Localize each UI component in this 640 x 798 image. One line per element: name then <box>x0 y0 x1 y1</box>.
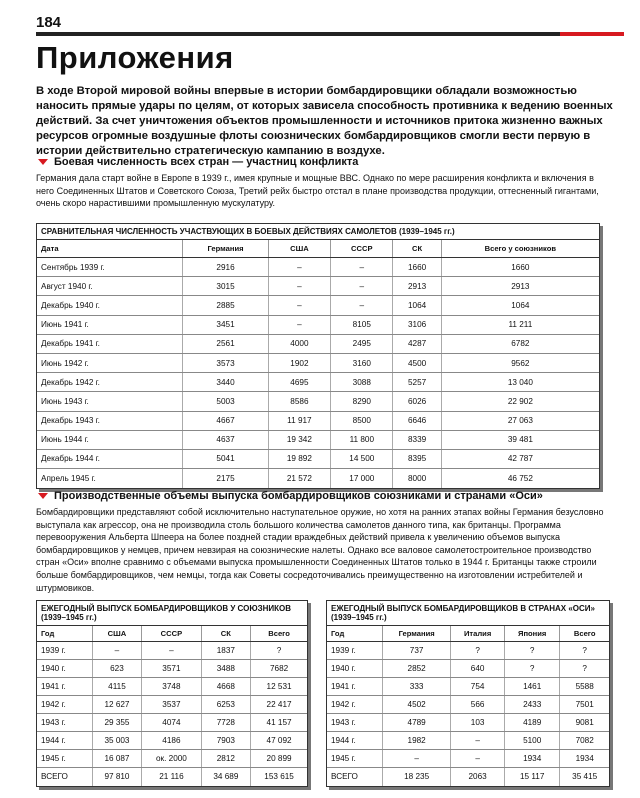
table-row <box>327 732 609 750</box>
table-cell: 17 000 <box>331 469 393 488</box>
table-row <box>37 714 307 732</box>
table-axis-production <box>326 600 610 787</box>
table-row <box>37 258 599 277</box>
table-cell: 3451 <box>183 315 268 334</box>
table-cell: 4074 <box>142 714 201 732</box>
table-cell: 1934 <box>504 750 559 768</box>
table-cell: 754 <box>451 678 505 696</box>
table-cell: 20 899 <box>251 750 307 768</box>
table-cell: 7501 <box>560 696 609 714</box>
table-cell: 8586 <box>268 392 330 411</box>
table-cell: 8339 <box>393 430 441 449</box>
table-cell: 5041 <box>183 449 268 468</box>
table-cell: 6253 <box>201 696 251 714</box>
table-cell: 13 040 <box>441 373 599 392</box>
table-cell: Декабрь 1940 г. <box>37 296 183 315</box>
table-cell: 9562 <box>441 353 599 372</box>
table-cell: ? <box>560 642 609 660</box>
table-cell: 18 235 <box>382 768 450 786</box>
table-cell: 5100 <box>504 732 559 750</box>
table-cell: – <box>268 258 330 277</box>
table-cell: 7682 <box>251 660 307 678</box>
table-cell: 7082 <box>560 732 609 750</box>
table-cell: – <box>382 750 450 768</box>
table-cell: ок. 2000 <box>142 750 201 768</box>
table-cell: Июнь 1944 г. <box>37 430 183 449</box>
table-row <box>37 768 307 786</box>
table-row <box>37 296 599 315</box>
table-row <box>327 660 609 678</box>
table-row <box>327 678 609 696</box>
data-table <box>327 625 609 786</box>
table-cell: 3748 <box>142 678 201 696</box>
table-cell: Июнь 1943 г. <box>37 392 183 411</box>
table-cell: 7728 <box>201 714 251 732</box>
table-title: СРАВНИТЕЛЬНАЯ ЧИСЛЕННОСТЬ УЧАСТВУЮЩИХ В БОЕВЫХ ДЕЙСТВИЯХ САМОЛЕТОВ (1939–1945 гг.) <box>41 227 455 236</box>
table-cell: 97 810 <box>92 768 142 786</box>
column-header: Всего у союзников <box>441 240 599 258</box>
table-row <box>37 642 307 660</box>
column-header: США <box>92 626 142 642</box>
table-cell: ? <box>251 642 307 660</box>
table-cell: 153 615 <box>251 768 307 786</box>
table-cell: Сентябрь 1939 г. <box>37 258 183 277</box>
column-header: Италия <box>451 626 505 642</box>
table-cell: 640 <box>451 660 505 678</box>
table-cell: 1944 г. <box>37 732 92 750</box>
table-cell: 4667 <box>183 411 268 430</box>
table-row <box>37 392 599 411</box>
table-cell: 566 <box>451 696 505 714</box>
table-cell: Июнь 1941 г. <box>37 315 183 334</box>
table-row <box>37 660 307 678</box>
section-paragraph-production: Бомбардировщики представляют собой исключительно наступательное оружие, но хотя на ранних этапах войны Германия безусловно выступала как агрессор, она не производила столь большого количества самолетов данного типа, как британцы. Программа перевооружения Альберта Шпеера на более поздней стадии враждебных действий привела к увеличению объемов выпуска бомбардировщиков у немцев, причем невзирая на союзнические налеты. Однако все валовое самолетостроительное производство стран «Оси» вполне сравнимо с объемами выпуска промышленности Соединенных Штатов только в 1944 г. Британцы также строили больше бомбардировщиков, чем немцы, тогда как Советы сосредоточивались преимущественно на изготовлении истребителей и штурмовиков. <box>36 507 604 593</box>
table-cell: 2495 <box>331 334 393 353</box>
table-row <box>37 430 599 449</box>
table-cell: 1942 г. <box>327 696 382 714</box>
table-cell: 1982 <box>382 732 450 750</box>
table-cell: – <box>268 296 330 315</box>
column-header: Дата <box>37 240 183 258</box>
table-cell: 737 <box>382 642 450 660</box>
table-cell: 12 627 <box>92 696 142 714</box>
table-cell: – <box>268 315 330 334</box>
column-header: США <box>268 240 330 258</box>
table-title: ЕЖЕГОДНЫЙ ВЫПУСК БОМБАРДИРОВЩИКОВ В СТРАНАХ «ОСИ» (1939–1945 гг.) <box>331 604 595 622</box>
table-cell: Декабрь 1943 г. <box>37 411 183 430</box>
table-cell: 2433 <box>504 696 559 714</box>
table-cell: 1943 г. <box>37 714 92 732</box>
table-cell: 4637 <box>183 430 268 449</box>
table-row <box>37 732 307 750</box>
section-heading-label: Производственные объемы выпуска бомбардировщиков союзниками и странами «Оси» <box>54 490 543 502</box>
table-row <box>37 353 599 372</box>
table-cell: 1934 <box>560 750 609 768</box>
table-cell: 35 415 <box>560 768 609 786</box>
table-combat-strength <box>36 223 600 489</box>
table-cell: Декабрь 1941 г. <box>37 334 183 353</box>
column-header: Германия <box>183 240 268 258</box>
page-number: 184 <box>36 14 62 31</box>
table-cell: 2885 <box>183 296 268 315</box>
table-cell: 5003 <box>183 392 268 411</box>
column-header: Германия <box>382 626 450 642</box>
column-header: СК <box>393 240 441 258</box>
table-cell: 4000 <box>268 334 330 353</box>
table-cell: 1461 <box>504 678 559 696</box>
table-cell: 3106 <box>393 315 441 334</box>
table-cell: 42 787 <box>441 449 599 468</box>
table-cell: 16 087 <box>92 750 142 768</box>
table-header-row <box>37 626 307 642</box>
table-cell: 11 800 <box>331 430 393 449</box>
table-cell: 3573 <box>183 353 268 372</box>
table-cell: 7903 <box>201 732 251 750</box>
table-cell: 8000 <box>393 469 441 488</box>
table-cell: – <box>92 642 142 660</box>
table-cell: 1944 г. <box>327 732 382 750</box>
table-cell: 34 689 <box>201 768 251 786</box>
table-cell: 8500 <box>331 411 393 430</box>
table-cell: 333 <box>382 678 450 696</box>
column-header: Всего <box>560 626 609 642</box>
table-row <box>37 750 307 768</box>
table-row <box>37 373 599 392</box>
table-cell: 11 917 <box>268 411 330 430</box>
header-rule <box>36 32 624 36</box>
table-cell: Декабрь 1942 г. <box>37 373 183 392</box>
table-cell: – <box>142 642 201 660</box>
table-cell: 3537 <box>142 696 201 714</box>
table-cell: 2812 <box>201 750 251 768</box>
table-cell: 4115 <box>92 678 142 696</box>
table-cell: 1943 г. <box>327 714 382 732</box>
table-cell: 15 117 <box>504 768 559 786</box>
table-cell: – <box>331 277 393 296</box>
table-cell: 11 211 <box>441 315 599 334</box>
table-cell: 2913 <box>393 277 441 296</box>
table-row <box>37 277 599 296</box>
table-cell: 46 752 <box>441 469 599 488</box>
table-cell: – <box>331 296 393 315</box>
table-cell: ? <box>560 660 609 678</box>
table-row <box>37 696 307 714</box>
table-cell: 3571 <box>142 660 201 678</box>
table-cell: 4668 <box>201 678 251 696</box>
table-cell: 2175 <box>183 469 268 488</box>
column-header: СССР <box>331 240 393 258</box>
table-cell: 21 116 <box>142 768 201 786</box>
table-cell: Апрель 1945 г. <box>41 473 96 483</box>
table-cell: 19 892 <box>268 449 330 468</box>
table-row <box>37 411 599 430</box>
table-row <box>327 768 609 786</box>
table-cell: 1942 г. <box>37 696 92 714</box>
table-row <box>37 449 599 468</box>
table-cell: 4502 <box>382 696 450 714</box>
table-cell: 623 <box>92 660 142 678</box>
table-cell: 3088 <box>331 373 393 392</box>
table-row <box>37 315 599 334</box>
table-cell: ВСЕГО <box>331 772 358 782</box>
table-row <box>37 678 307 696</box>
red-triangle-icon <box>38 159 48 165</box>
table-cell: 1940 г. <box>327 660 382 678</box>
table-row <box>327 642 609 660</box>
column-header: Год <box>327 626 382 642</box>
table-cell: 12 531 <box>251 678 307 696</box>
table-cell: 8395 <box>393 449 441 468</box>
table-cell: Декабрь 1944 г. <box>37 449 183 468</box>
section-heading-label: Боевая численность всех стран — участниц конфликта <box>54 156 359 168</box>
column-header: Япония <box>504 626 559 642</box>
table-cell: 1064 <box>393 296 441 315</box>
table-cell: 103 <box>451 714 505 732</box>
table-row <box>327 696 609 714</box>
table-cell: 47 092 <box>251 732 307 750</box>
table-cell: 1941 г. <box>327 678 382 696</box>
table-cell: 3488 <box>201 660 251 678</box>
table-allied-production <box>36 600 308 787</box>
table-cell: 4189 <box>504 714 559 732</box>
table-title: ЕЖЕГОДНЫЙ ВЫПУСК БОМБАРДИРОВЩИКОВ У СОЮЗНИКОВ (1939–1945 гг.) <box>41 604 291 622</box>
table-cell: 1940 г. <box>37 660 92 678</box>
table-cell: – <box>451 732 505 750</box>
table-cell: 2561 <box>183 334 268 353</box>
section-heading-production <box>36 490 543 502</box>
table-cell: 22 417 <box>251 696 307 714</box>
table-cell: 3015 <box>183 277 268 296</box>
table-cell: 8105 <box>331 315 393 334</box>
table-cell: 19 342 <box>268 430 330 449</box>
table-cell: 5257 <box>393 373 441 392</box>
table-cell: 27 063 <box>441 411 599 430</box>
column-header: Всего <box>251 626 307 642</box>
table-header-row <box>37 240 599 258</box>
table-row <box>327 714 609 732</box>
intro-paragraph: В ходе Второй мировой войны впервые в истории бомбардировщики обладали возможностью наносить прямые удары по целям, от которых зависела способность противника к ведению военных действий. За счет уничтожения объектов промышленности и источников притока жизненно важных ресурсов огромные воздушные флоты союзнических бомбардировщиков смогли вести первую в истории действительно стратегическую кампанию в воздухе. <box>36 85 613 157</box>
table-cell: ? <box>504 642 559 660</box>
table-cell: 5588 <box>560 678 609 696</box>
column-header: СССР <box>142 626 201 642</box>
table-cell: – <box>268 277 330 296</box>
table-cell: ? <box>451 642 505 660</box>
table-cell: 14 500 <box>331 449 393 468</box>
table-cell: 4287 <box>393 334 441 353</box>
table-cell: 1941 г. <box>37 678 92 696</box>
table-cell: 4695 <box>268 373 330 392</box>
table-cell: 8290 <box>331 392 393 411</box>
table-cell: 1945 г. <box>327 750 382 768</box>
table-cell: 2916 <box>183 258 268 277</box>
table-row <box>37 334 599 353</box>
table-cell: – <box>331 258 393 277</box>
table-cell: 2913 <box>441 277 599 296</box>
table-cell: 1939 г. <box>327 642 382 660</box>
table-cell: 22 902 <box>441 392 599 411</box>
table-cell: 4186 <box>142 732 201 750</box>
table-cell: 1939 г. <box>37 642 92 660</box>
table-header-row <box>327 626 609 642</box>
page-title: Приложения <box>36 40 234 75</box>
table-cell: Август 1940 г. <box>37 277 183 296</box>
table-cell: Июнь 1942 г. <box>37 353 183 372</box>
table-row <box>327 750 609 768</box>
table-cell: 6026 <box>393 392 441 411</box>
table-cell: 2852 <box>382 660 450 678</box>
data-table <box>37 239 599 488</box>
section-heading-combat-strength <box>36 156 358 168</box>
table-cell: 4789 <box>382 714 450 732</box>
red-triangle-icon <box>38 493 48 499</box>
table-cell: 3160 <box>331 353 393 372</box>
table-cell: 6646 <box>393 411 441 430</box>
table-cell: 41 157 <box>251 714 307 732</box>
table-cell: 6782 <box>441 334 599 353</box>
table-cell: ВСЕГО <box>41 772 68 782</box>
table-cell: 4500 <box>393 353 441 372</box>
table-cell: 39 481 <box>441 430 599 449</box>
table-cell: 29 355 <box>92 714 142 732</box>
section-paragraph-combat-strength: Германия дала старт войне в Европе в 1939 г., имея крупные и мощные ВВС. Однако по мере расширения конфликта и включения в него Соединенных Штатов и Советского Союза, Третий рейх быстро отстал в плане производства продукции, оттесненный гигантами, очень скоро нарастившими промышленную мускулатуру. <box>36 173 599 209</box>
table-cell: ? <box>504 660 559 678</box>
table-cell: 1837 <box>201 642 251 660</box>
table-cell: 2063 <box>451 768 505 786</box>
column-header: СК <box>201 626 251 642</box>
table-cell: 1064 <box>441 296 599 315</box>
table-row <box>37 469 599 488</box>
table-cell: 1660 <box>441 258 599 277</box>
table-cell: 9081 <box>560 714 609 732</box>
table-cell: 1902 <box>268 353 330 372</box>
table-cell: 1660 <box>393 258 441 277</box>
table-cell: 1945 г. <box>37 750 92 768</box>
table-cell: 35 003 <box>92 732 142 750</box>
column-header: Год <box>37 626 92 642</box>
data-table <box>37 625 307 786</box>
table-cell: 21 572 <box>268 469 330 488</box>
header-rule-accent <box>560 32 624 36</box>
table-cell: 3440 <box>183 373 268 392</box>
table-cell: – <box>451 750 505 768</box>
